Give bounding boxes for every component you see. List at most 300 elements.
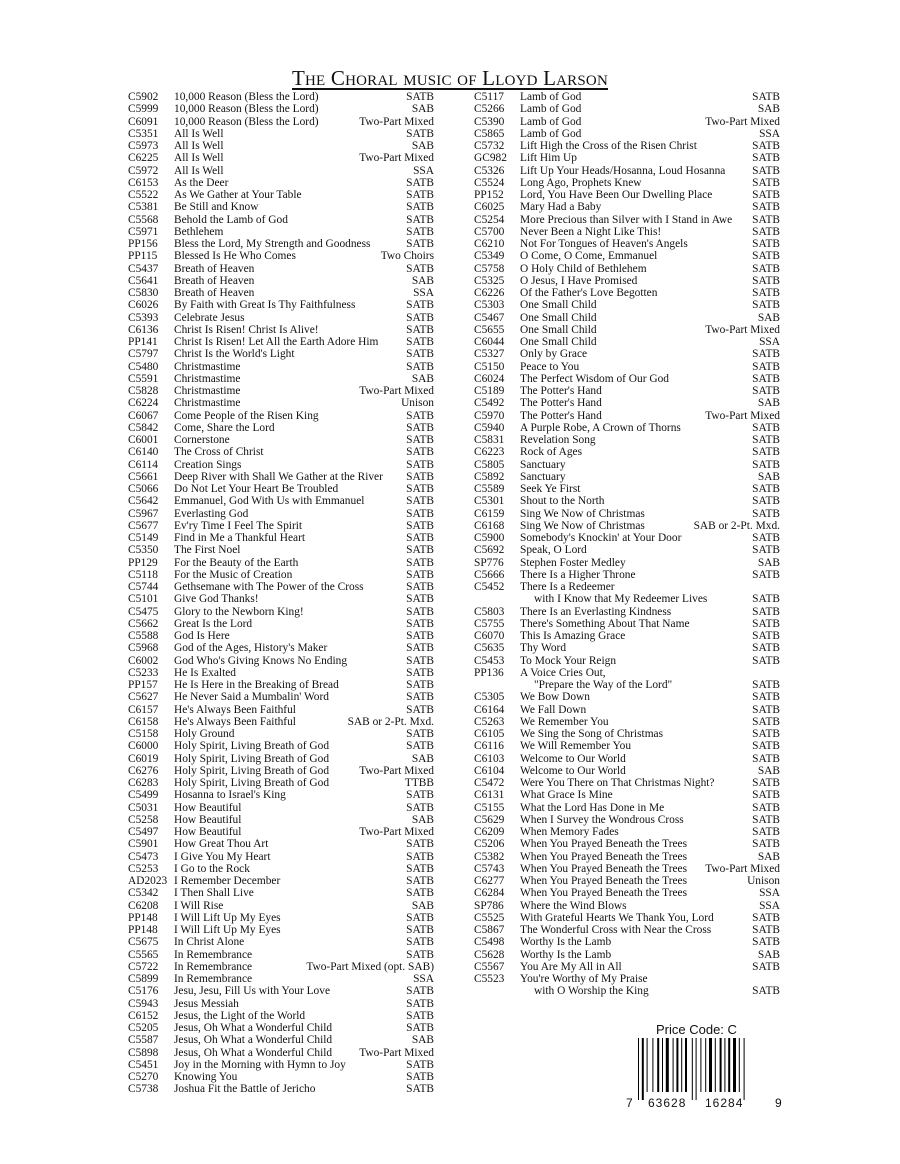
catalog-row xyxy=(128,973,434,985)
item-title: with O Worship the King xyxy=(534,985,649,998)
item-code: C5587 xyxy=(128,1034,159,1047)
item-title: He Never Said a Mumbalin' Word xyxy=(174,691,329,704)
item-voicing: SATB xyxy=(752,446,780,459)
item-code: C6152 xyxy=(128,1009,159,1022)
item-title: He Is Here in the Breaking of Bread xyxy=(174,679,339,691)
item-voicing: Unison xyxy=(401,397,434,410)
item-code: C5971 xyxy=(128,225,159,238)
item-code: C5677 xyxy=(128,519,159,532)
item-code: C5480 xyxy=(128,360,159,373)
item-code: C5150 xyxy=(474,360,505,373)
item-voicing: SATB xyxy=(406,911,434,924)
item-title: Creation Sings xyxy=(174,458,242,471)
item-title: Joy in the Morning with Hymn to Joy xyxy=(174,1058,346,1071)
item-voicing: Two-Part Mixed xyxy=(359,115,434,128)
catalog-row xyxy=(474,679,780,691)
item-code: C5666 xyxy=(474,568,505,581)
item-title: To Mock Your Reign xyxy=(520,654,617,667)
item-title: This Is Amazing Grace xyxy=(520,630,626,642)
item-code: C6091 xyxy=(128,115,159,128)
barcode-group-2: 16284 xyxy=(705,1096,744,1110)
item-title: We Will Remember You xyxy=(520,740,632,753)
item-code: PP148 xyxy=(128,911,158,924)
item-code: C5722 xyxy=(128,960,159,973)
catalog-row xyxy=(474,263,780,275)
item-voicing: SSA xyxy=(759,127,780,140)
item-title: Welcome to Our World xyxy=(520,764,626,777)
item-code: C5176 xyxy=(128,985,159,998)
item-voicing: SATB xyxy=(406,985,434,998)
catalog-row xyxy=(128,263,434,275)
item-code: C5453 xyxy=(474,654,505,667)
item-voicing: SATB xyxy=(752,483,780,495)
item-code: C5898 xyxy=(128,1046,159,1059)
catalog-row xyxy=(474,434,780,446)
item-code: C5158 xyxy=(128,728,159,740)
item-voicing: SATB xyxy=(752,728,780,740)
item-code: C5467 xyxy=(474,311,505,324)
item-title: More Precious than Silver with I Stand in Awe xyxy=(520,213,733,226)
item-code: C5588 xyxy=(128,630,159,642)
catalog-row xyxy=(474,557,780,569)
item-voicing: SATB xyxy=(406,1022,434,1034)
catalog-row xyxy=(474,838,780,850)
item-title: 10,000 Reason (Bless the Lord) xyxy=(174,103,319,116)
item-title: Find in Me a Thankful Heart xyxy=(174,532,306,544)
item-code: C5900 xyxy=(474,532,505,544)
item-code: C5326 xyxy=(474,164,505,177)
catalog-row xyxy=(128,140,434,152)
catalog-row xyxy=(474,189,780,201)
item-voicing: Unison xyxy=(747,875,780,887)
item-code: C5270 xyxy=(128,1071,159,1083)
item-code: C5258 xyxy=(128,813,159,826)
item-voicing: SATB xyxy=(406,532,434,544)
catalog-row xyxy=(474,740,780,752)
item-voicing: SATB xyxy=(752,789,780,802)
item-voicing: SAB xyxy=(757,397,780,410)
catalog-row xyxy=(128,446,434,458)
item-title: In Remembrance xyxy=(174,960,253,973)
item-title: Shout to the North xyxy=(520,495,605,508)
item-voicing: SATB xyxy=(752,642,780,655)
item-voicing: SATB xyxy=(752,164,780,177)
catalog-row xyxy=(128,875,434,887)
item-title: Christ Is Risen! Christ Is Alive! xyxy=(174,323,319,336)
item-title: Were You There on That Christmas Night? xyxy=(520,777,715,789)
item-voicing: SATB xyxy=(406,176,434,189)
item-title: Never Been a Night Like This! xyxy=(520,225,662,238)
item-code: C6103 xyxy=(474,752,505,765)
item-title: How Beautiful xyxy=(174,813,242,826)
item-voicing: SATB xyxy=(406,862,434,875)
item-title: As We Gather at Your Table xyxy=(174,189,302,201)
item-voicing: SATB xyxy=(406,728,434,740)
item-code: C5452 xyxy=(474,581,505,593)
catalog-row xyxy=(474,900,780,912)
item-title: What the Lord Has Done in Me xyxy=(520,801,665,814)
catalog-row xyxy=(128,581,434,593)
item-title: O Come, O Come, Emmanuel xyxy=(520,250,658,263)
item-code: C6105 xyxy=(474,728,505,740)
item-voicing: SATB xyxy=(752,532,780,544)
item-voicing: SATB xyxy=(752,434,780,446)
item-voicing: SATB xyxy=(406,434,434,446)
item-code: C5498 xyxy=(474,936,505,949)
item-voicing: SATB xyxy=(752,495,780,508)
item-voicing: Two-Part Mixed xyxy=(705,323,780,336)
item-voicing: SATB xyxy=(752,238,780,250)
item-title: There's Something About That Name xyxy=(520,617,690,630)
item-voicing: SAB xyxy=(411,752,434,765)
item-code: C5303 xyxy=(474,299,505,312)
item-title: Hosanna to Israel's King xyxy=(174,789,286,802)
catalog-row xyxy=(474,826,780,838)
item-title: O Jesus, I Have Promised xyxy=(520,274,638,287)
item-title: Peace to You xyxy=(520,360,580,373)
catalog-row xyxy=(474,973,780,985)
item-code: PP129 xyxy=(128,556,158,569)
item-title: When You Prayed Beneath the Trees xyxy=(520,850,688,863)
item-title: I Remember December xyxy=(174,875,281,887)
item-voicing: SATB xyxy=(752,813,780,826)
page-title: The Choral music of Lloyd Larson xyxy=(292,66,608,90)
item-voicing: SATB xyxy=(752,299,780,312)
item-code: C5155 xyxy=(474,801,505,814)
item-title: God Who's Giving Knows No Ending xyxy=(174,654,348,667)
catalog-row xyxy=(128,667,434,679)
item-voicing: SATB xyxy=(406,91,434,103)
item-code: SP776 xyxy=(474,556,504,569)
item-title: For the Music of Creation xyxy=(174,568,293,581)
catalog-row xyxy=(128,361,434,373)
item-title: with I Know that My Redeemer Lives xyxy=(534,593,708,606)
item-code: C5437 xyxy=(128,262,159,275)
item-code: C5568 xyxy=(128,213,159,226)
catalog-row xyxy=(474,544,780,556)
item-title: When You Prayed Beneath the Trees xyxy=(520,875,688,887)
item-voicing: SAB or 2-Pt. Mxd. xyxy=(347,715,434,728)
item-title: Jesus Messiah xyxy=(174,997,239,1010)
item-voicing: Two-Part Mixed xyxy=(705,862,780,875)
catalog-row xyxy=(128,887,434,899)
item-voicing: SATB xyxy=(406,495,434,508)
catalog-row xyxy=(128,483,434,495)
item-title: In Remembrance xyxy=(174,948,253,961)
catalog-row xyxy=(474,152,780,164)
item-title: There Is a Higher Throne xyxy=(520,568,636,581)
item-title: When Memory Fades xyxy=(520,826,619,838)
catalog-row xyxy=(128,165,434,177)
item-title: God Is Here xyxy=(174,630,230,642)
item-voicing: SATB xyxy=(406,789,434,802)
item-voicing: SATB xyxy=(406,238,434,250)
catalog-row xyxy=(474,985,780,997)
catalog-row xyxy=(474,949,780,961)
item-title: Somebody's Knockin' at Your Door xyxy=(520,532,682,544)
barcode-check-digit: 9 xyxy=(775,1096,782,1110)
catalog-row xyxy=(474,422,780,434)
item-title: Bethlehem xyxy=(174,225,224,238)
item-voicing: SATB xyxy=(406,1071,434,1083)
item-voicing: SATB xyxy=(406,703,434,716)
catalog-row xyxy=(474,299,780,311)
catalog-row xyxy=(474,777,780,789)
item-title: The Potter's Hand xyxy=(520,397,602,410)
item-title: Blessed Is He Who Comes xyxy=(174,250,296,263)
item-title: Do Not Let Your Heart Be Troubled xyxy=(174,483,339,495)
item-title: Mary Had a Baby xyxy=(520,201,602,214)
item-voicing: SATB xyxy=(406,1009,434,1022)
item-code: C6002 xyxy=(128,654,159,667)
catalog-column-right xyxy=(474,91,780,998)
item-voicing: SATB xyxy=(406,948,434,961)
item-title: How Beautiful xyxy=(174,826,242,838)
item-code: C5589 xyxy=(474,483,505,495)
item-voicing: SATB xyxy=(752,152,780,165)
item-voicing: Two-Part Mixed xyxy=(359,152,434,165)
item-title: The Perfect Wisdom of Our God xyxy=(520,372,669,385)
item-title: Sanctuary xyxy=(520,470,566,483)
item-code: C6208 xyxy=(128,899,159,912)
item-voicing: SATB xyxy=(752,176,780,189)
catalog-row xyxy=(128,691,434,703)
item-code: C5828 xyxy=(128,385,159,397)
item-title: The Cross of Christ xyxy=(174,446,264,459)
catalog-row xyxy=(474,238,780,250)
catalog-row xyxy=(128,753,434,765)
item-voicing: SATB xyxy=(406,311,434,324)
catalog-row xyxy=(474,630,780,642)
item-title: Jesus, Oh What a Wonderful Child xyxy=(174,1046,333,1059)
catalog-row xyxy=(474,103,780,115)
item-code: C5628 xyxy=(474,948,505,961)
catalog-row xyxy=(474,508,780,520)
item-voicing: SATB xyxy=(752,274,780,287)
item-voicing: SATB xyxy=(752,924,780,936)
item-voicing: Two-Part Mixed xyxy=(359,1046,434,1059)
catalog-row xyxy=(474,606,780,618)
catalog-row xyxy=(128,716,434,728)
catalog-row xyxy=(128,91,434,103)
item-code: C6158 xyxy=(128,715,159,728)
catalog-row xyxy=(474,385,780,397)
item-voicing: SSA xyxy=(413,164,434,177)
item-voicing: SATB xyxy=(406,581,434,593)
item-code: C6284 xyxy=(474,887,505,900)
item-title: Christ Is the World's Light xyxy=(174,348,295,361)
catalog-row xyxy=(128,385,434,397)
catalog-row xyxy=(474,177,780,189)
catalog-row xyxy=(128,851,434,863)
item-title: The Potter's Hand xyxy=(520,385,602,397)
catalog-column-left xyxy=(128,91,434,1096)
item-voicing: Two-Part Mixed xyxy=(705,409,780,422)
item-code: C6164 xyxy=(474,703,505,716)
catalog-row xyxy=(474,875,780,887)
item-voicing: SATB xyxy=(406,630,434,642)
item-voicing: SAB or 2-Pt. Mxd. xyxy=(693,519,780,532)
catalog-row xyxy=(474,483,780,495)
item-title: Lamb of God xyxy=(520,115,582,128)
item-code: C5803 xyxy=(474,605,505,618)
catalog-row xyxy=(128,593,434,605)
catalog-row xyxy=(128,410,434,422)
item-voicing: SATB xyxy=(752,593,780,606)
catalog-row xyxy=(474,667,780,679)
item-voicing: SATB xyxy=(406,262,434,275)
item-code: C6224 xyxy=(128,397,159,410)
item-code: C6276 xyxy=(128,764,159,777)
item-voicing: Two-Part Mixed xyxy=(359,826,434,838)
item-voicing: SATB xyxy=(406,924,434,936)
item-title: With Grateful Hearts We Thank You, Lord xyxy=(520,911,714,924)
item-voicing: SATB xyxy=(752,679,780,691)
item-voicing: SSA xyxy=(413,973,434,985)
catalog-row xyxy=(474,912,780,924)
item-code: C5700 xyxy=(474,225,505,238)
item-voicing: SSA xyxy=(413,287,434,299)
item-code: C5253 xyxy=(128,862,159,875)
item-code: C5661 xyxy=(128,470,159,483)
item-voicing: SATB xyxy=(752,544,780,557)
catalog-row xyxy=(474,348,780,360)
item-code: C6140 xyxy=(128,446,159,459)
item-voicing: SATB xyxy=(752,201,780,214)
catalog-row xyxy=(128,912,434,924)
item-voicing: TTBB xyxy=(404,777,434,789)
catalog-row xyxy=(474,214,780,226)
catalog-row xyxy=(128,900,434,912)
catalog-row xyxy=(128,728,434,740)
item-voicing: SAB xyxy=(757,556,780,569)
item-code: C6104 xyxy=(474,764,505,777)
item-title: When I Survey the Wondrous Cross xyxy=(520,813,684,826)
item-code: C6001 xyxy=(128,434,159,446)
item-code: C5342 xyxy=(128,887,159,900)
item-code: PP136 xyxy=(474,666,504,679)
item-title: For the Beauty of the Earth xyxy=(174,556,299,569)
item-code: C6026 xyxy=(128,299,159,312)
item-code: C5206 xyxy=(474,838,505,851)
item-voicing: SSA xyxy=(759,899,780,912)
catalog-row xyxy=(474,655,780,667)
item-voicing: SATB xyxy=(406,470,434,483)
item-title: How Beautiful xyxy=(174,801,242,814)
item-title: When You Prayed Beneath the Trees xyxy=(520,862,688,875)
item-voicing: SATB xyxy=(406,1083,434,1096)
item-title: Lamb of God xyxy=(520,91,582,103)
item-code: C5943 xyxy=(128,997,159,1010)
item-code: C5382 xyxy=(474,850,505,863)
item-code: C5743 xyxy=(474,862,505,875)
item-title: Long Ago, Prophets Knew xyxy=(520,176,642,189)
item-title: Only by Grace xyxy=(520,348,588,361)
catalog-row xyxy=(128,1047,434,1059)
item-code: C5381 xyxy=(128,201,159,214)
catalog-row xyxy=(128,961,434,973)
item-title: Jesus, the Light of the World xyxy=(174,1009,306,1022)
item-title: We Sing the Song of Christmas xyxy=(520,728,664,740)
item-title: The Wonderful Cross with Near the Cross xyxy=(520,924,712,936)
item-voicing: Two Choirs xyxy=(380,250,434,263)
item-voicing: SATB xyxy=(406,691,434,704)
catalog-row xyxy=(128,336,434,348)
item-code: C5642 xyxy=(128,495,159,508)
catalog-row xyxy=(474,397,780,409)
item-title: Celebrate Jesus xyxy=(174,311,245,324)
catalog-row xyxy=(128,422,434,434)
item-voicing: SATB xyxy=(752,225,780,238)
item-code: C6136 xyxy=(128,323,159,336)
item-title: Holy Spirit, Living Breath of God xyxy=(174,764,330,777)
item-code: C5738 xyxy=(128,1083,159,1096)
item-code: C5497 xyxy=(128,826,159,838)
item-title: When You Prayed Beneath the Trees xyxy=(520,838,688,851)
catalog-row xyxy=(474,618,780,630)
item-voicing: SATB xyxy=(406,801,434,814)
item-voicing: SAB xyxy=(411,140,434,152)
catalog-row xyxy=(128,777,434,789)
item-title: Emmanuel, God With Us with Emmanuel xyxy=(174,495,365,508)
item-title: How Great Thou Art xyxy=(174,838,269,851)
item-title: You're Worthy of My Praise xyxy=(520,973,648,985)
catalog-row xyxy=(128,152,434,164)
item-title: Come People of the Risen King xyxy=(174,409,319,422)
catalog-row xyxy=(128,863,434,875)
item-code: C5732 xyxy=(474,140,505,152)
item-voicing: SATB xyxy=(406,299,434,312)
item-code: C6024 xyxy=(474,372,505,385)
item-title: Be Still and Know xyxy=(174,201,259,214)
barcode-group-1: 63628 xyxy=(648,1096,687,1110)
item-code: C6157 xyxy=(128,703,159,716)
item-voicing: SATB xyxy=(752,630,780,642)
item-title: There Is an Everlasting Kindness xyxy=(520,605,672,618)
item-code: C5972 xyxy=(128,164,159,177)
catalog-row xyxy=(128,544,434,556)
item-voicing: SATB xyxy=(752,421,780,434)
catalog-row xyxy=(128,214,434,226)
item-code: C5472 xyxy=(474,777,505,789)
item-code: C6000 xyxy=(128,740,159,753)
item-title: Breath of Heaven xyxy=(174,262,255,275)
item-title: Holy Spirit, Living Breath of God xyxy=(174,777,330,789)
item-voicing: SAB xyxy=(757,850,780,863)
item-title: He's Always Been Faithful xyxy=(174,715,296,728)
item-title: Holy Ground xyxy=(174,728,235,740)
item-code: C6116 xyxy=(474,740,504,753)
item-code: C5970 xyxy=(474,409,505,422)
item-code: C6153 xyxy=(128,176,159,189)
item-voicing: SAB xyxy=(757,311,780,324)
catalog-row xyxy=(128,789,434,801)
catalog-row xyxy=(128,250,434,262)
item-voicing: SATB xyxy=(406,483,434,495)
catalog-row xyxy=(128,802,434,814)
catalog-row xyxy=(128,949,434,961)
catalog-row xyxy=(474,802,780,814)
catalog-row xyxy=(128,998,434,1010)
item-title: Worthy Is the Lamb xyxy=(520,948,612,961)
catalog-row xyxy=(128,189,434,201)
item-title: When You Prayed Beneath the Trees xyxy=(520,887,688,900)
item-code: C5390 xyxy=(474,115,505,128)
item-title: O Holy Child of Bethlehem xyxy=(520,262,647,275)
item-title: Holy Spirit, Living Breath of God xyxy=(174,740,330,753)
item-voicing: SATB xyxy=(752,605,780,618)
item-code: C6226 xyxy=(474,287,505,299)
